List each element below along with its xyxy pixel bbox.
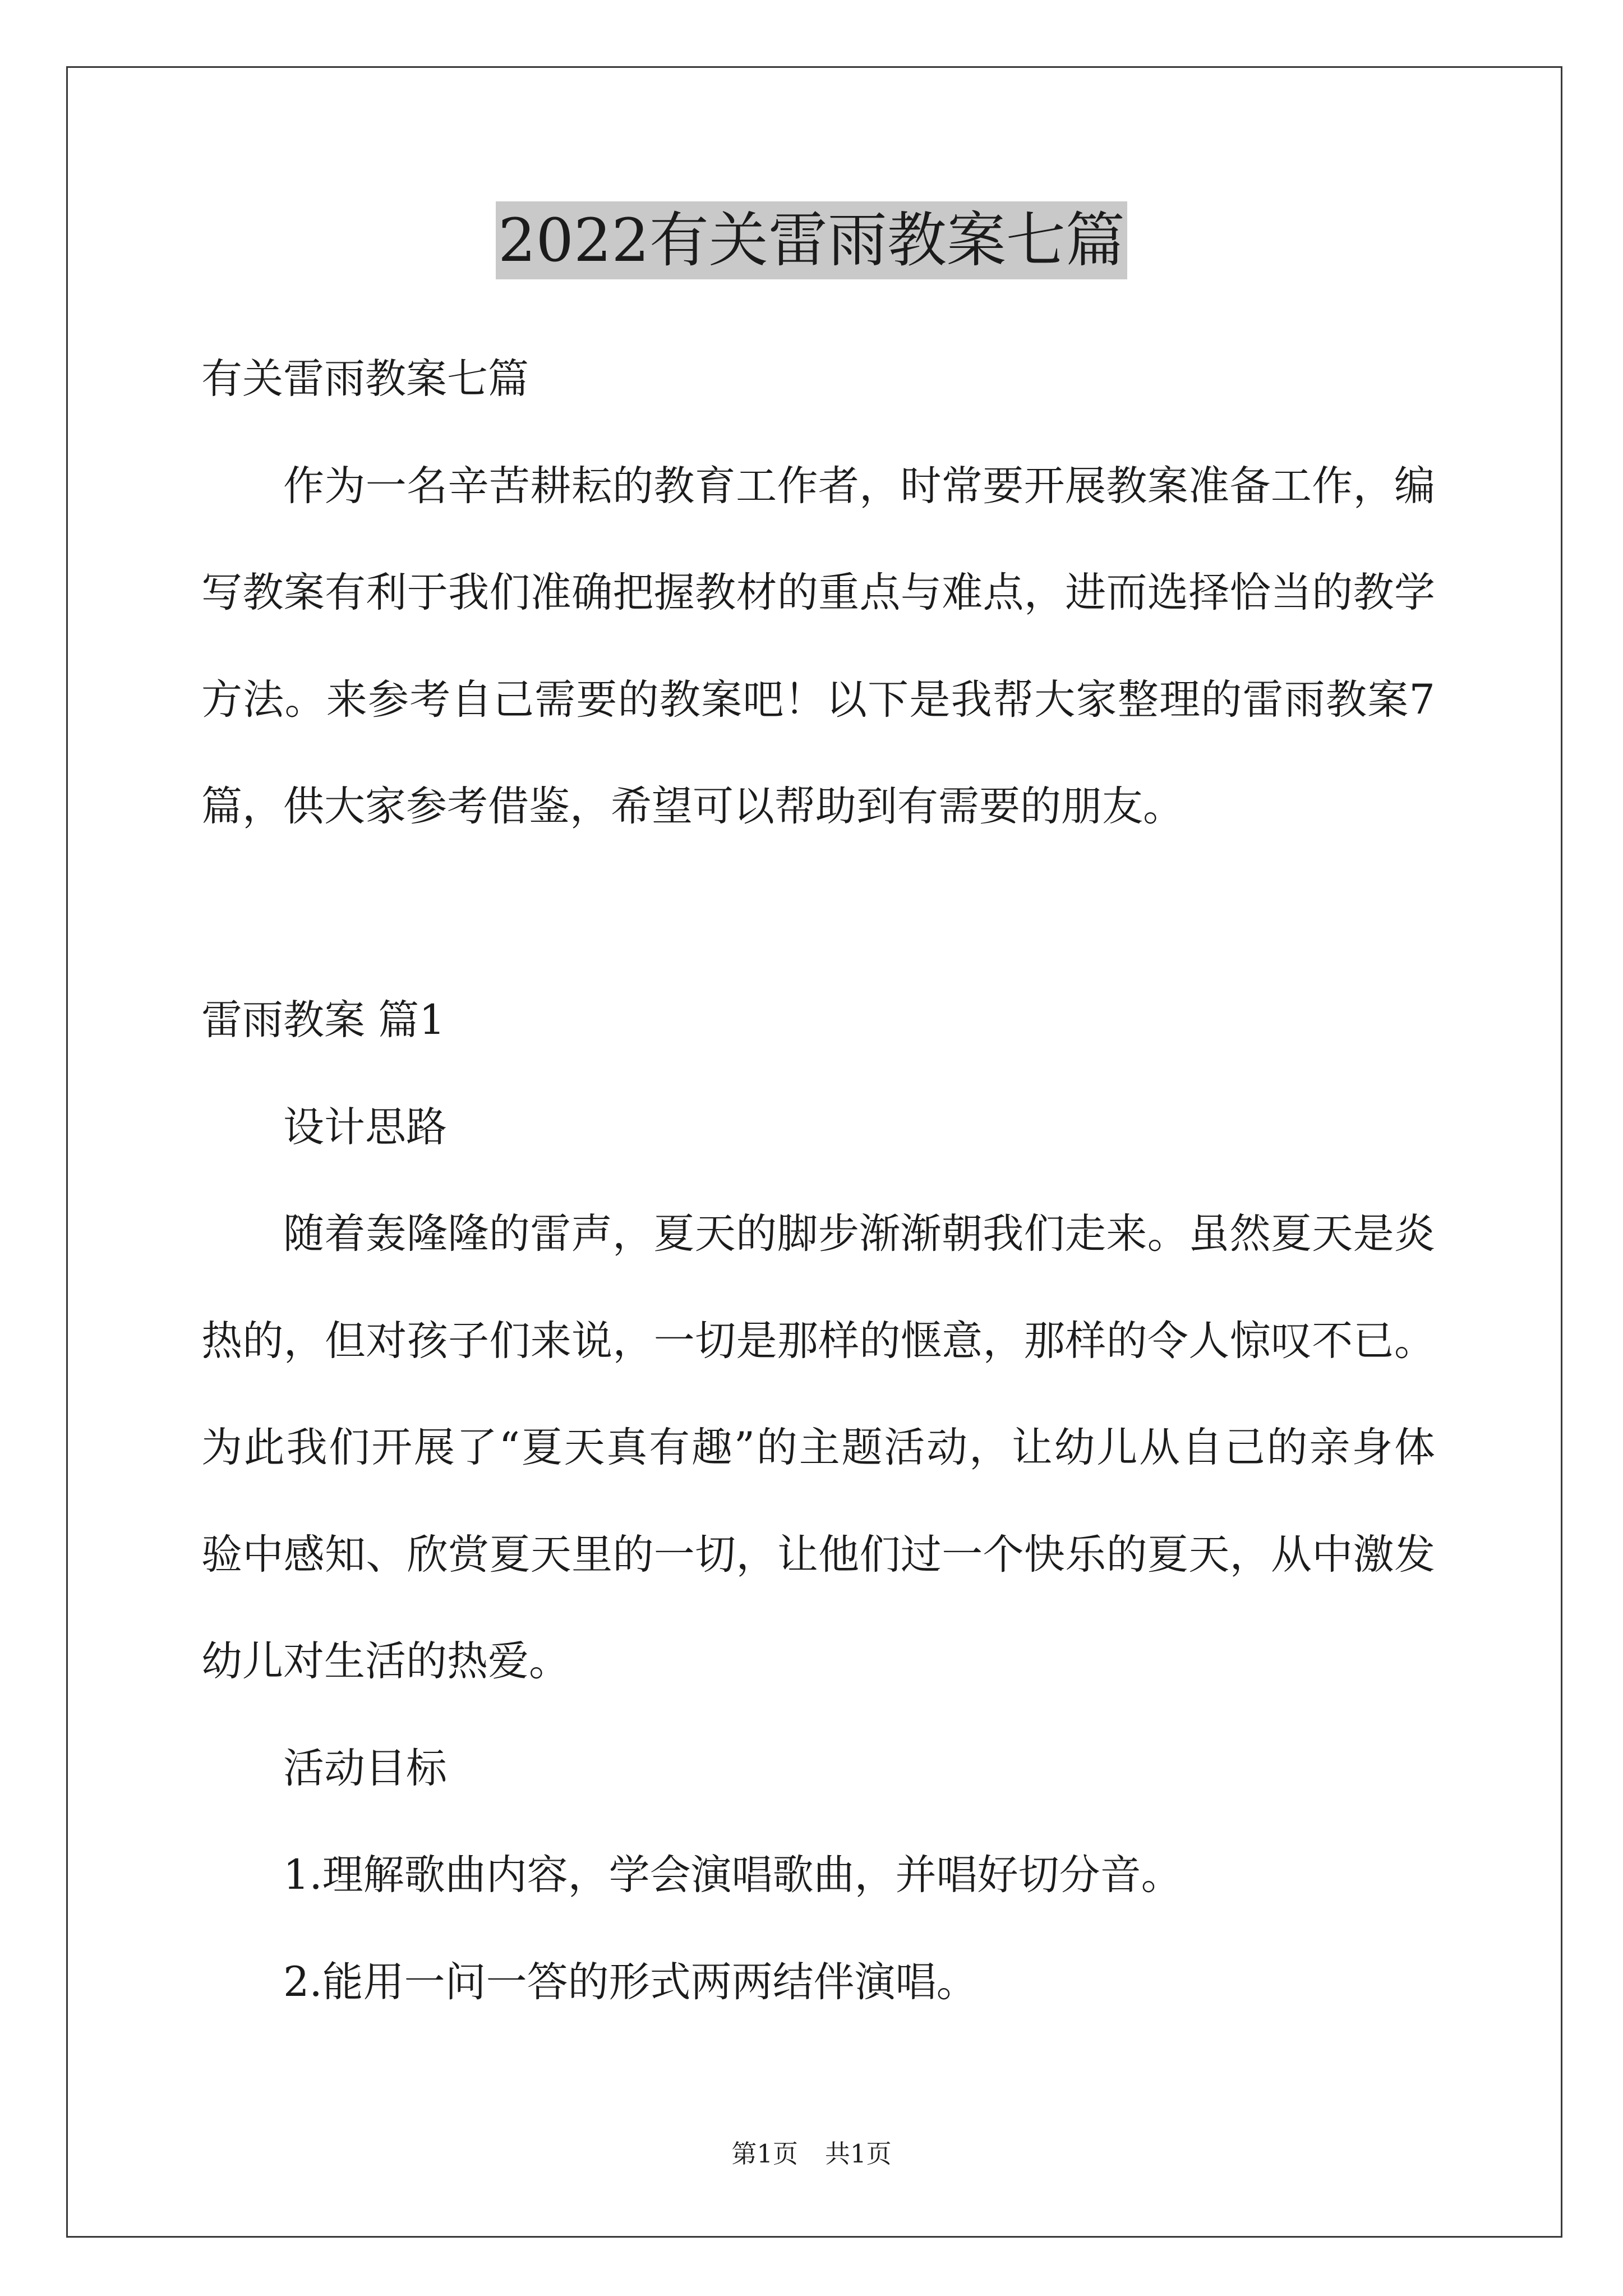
doc-subtitle: 有关雷雨教案七篇: [201, 355, 529, 403]
page-number-total: 共1页: [825, 2139, 892, 2169]
design-paragraph: [201, 1181, 1435, 1715]
goal-item: 1.理解歌曲内容，学会演唱歌曲，并唱好切分音。: [283, 1851, 1182, 1899]
design-line: 为此我们开展了“夏天真有趣”的主题活动，让幼儿从自己的亲身体: [201, 1424, 1435, 1471]
doc-title-block: [0, 201, 1623, 279]
section-heading: 雷雨教案 篇1: [201, 996, 445, 1044]
design-line: 随着轰隆隆的雷声，夏天的脚步渐渐朝我们走来。虽然夏天是炎: [283, 1210, 1435, 1258]
doc-body: [201, 326, 1435, 2036]
design-line: 验中感知、欣赏夏天里的一切，让他们过一个快乐的夏天，从中激发: [201, 1530, 1435, 1579]
intro-line: 作为一名辛苦耕耘的教育工作者，时常要开展教案准备工作，编: [283, 462, 1435, 510]
goal-item: 2.能用一问一答的形式两两结伴演唱。: [283, 1958, 978, 2006]
intro-line: 篇，供大家参考借鉴，希望可以帮助到有需要的朋友。: [201, 783, 1184, 830]
goals-heading: 活动目标: [283, 1744, 447, 1792]
page-number-current: 第1页: [731, 2139, 798, 2169]
page-footer: [0, 2137, 1623, 2171]
blank-line: [201, 861, 1435, 968]
design-heading: 设计思路: [283, 1103, 447, 1151]
intro-line: 写教案有利于我们准确把握教材的重点与难点，进而选择恰当的教学: [201, 569, 1435, 616]
design-line: 热的，但对孩子们来说，一切是那样的惬意，那样的令人惊叹不已。: [201, 1317, 1435, 1365]
goals-list: [201, 1822, 1435, 2036]
intro-paragraph: [201, 433, 1435, 861]
intro-line: 方法。来参考自己需要的教案吧！以下是我帮大家整理的雷雨教案7: [201, 675, 1435, 724]
doc-title: 2022有关雷雨教案七篇: [496, 201, 1127, 279]
design-line: 幼儿对生活的热爱。: [201, 1637, 570, 1685]
